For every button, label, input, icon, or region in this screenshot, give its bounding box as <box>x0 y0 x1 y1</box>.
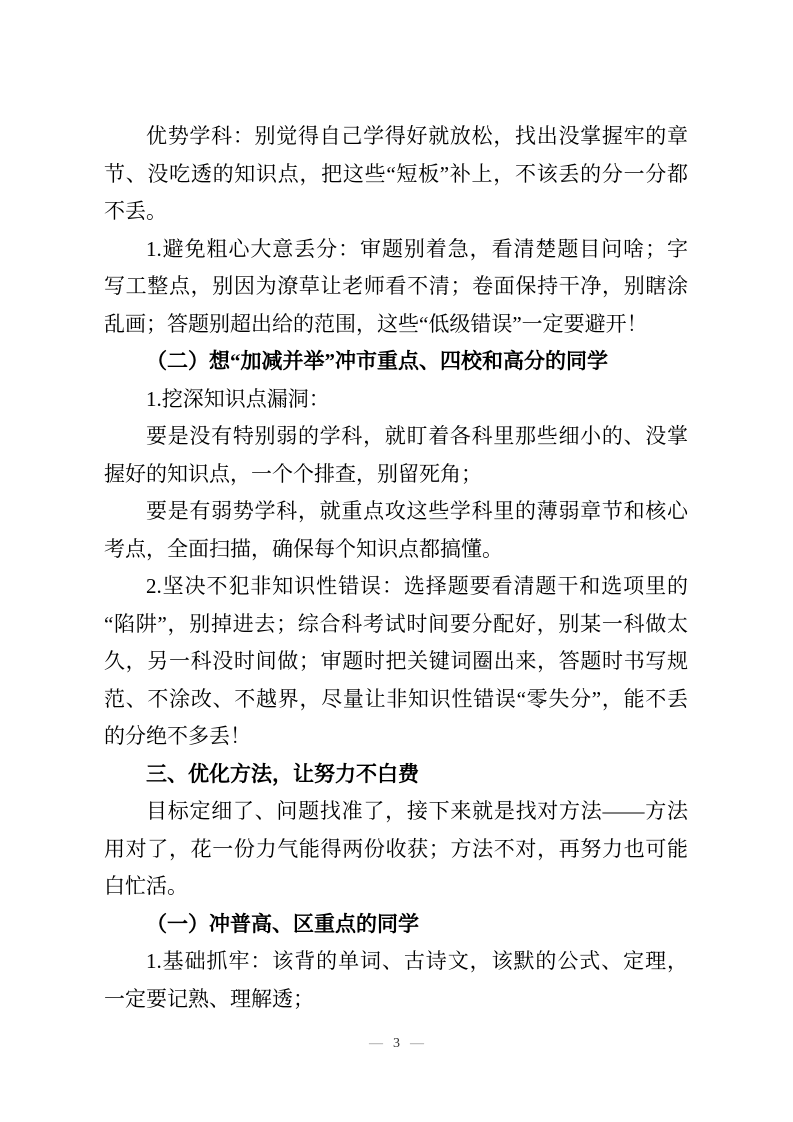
subsection-heading-2 <box>104 343 688 381</box>
paragraph-avoid-careless-mistakes <box>104 231 688 344</box>
text-line: 的分绝不多丢！ <box>104 724 251 748</box>
text-line: 要是没有特别弱的学科，就盯着各科里那些细小的、没掌 <box>146 424 688 448</box>
paragraph-solid-basics <box>104 943 688 1018</box>
document-body <box>104 118 688 1018</box>
paragraph-weak-subject <box>104 493 688 568</box>
text-line: 目标定细了、问题找准了，接下来就是找对方法——方法 <box>146 799 688 823</box>
text-line: “陷阱”，别掉进去；综合科考试时间要分配好，别某一科做太 <box>104 611 688 636</box>
text-line: 考点，全面扫描，确保每个知识点都搞懂。 <box>104 536 503 561</box>
paragraph-non-knowledge-errors <box>104 568 688 756</box>
heading-text: （一）冲普高、区重点的同学 <box>146 911 419 936</box>
subsection-heading-1 <box>104 906 688 944</box>
text-line: 1.避免粗心大意丢分：审题别着急，看清楚题目问啥；字 <box>146 236 688 261</box>
paragraph-dig-knowledge-gaps <box>104 381 688 419</box>
text-line: 乱画；答题别超出给的范围，这些“低级错误”一定要避开！ <box>104 311 648 336</box>
text-line: 1.基础抓牢：该背的单词、古诗文，该默的公式、定理， <box>146 949 688 973</box>
section-heading-3 <box>104 756 688 794</box>
text-line: 优势学科：别觉得自己学得好就放松，找出没掌握牢的章 <box>146 124 688 148</box>
heading-text: 三、优化方法，让努力不白费 <box>146 762 419 786</box>
footer-dash-left: — <box>369 1036 383 1051</box>
page-footer <box>0 1034 793 1054</box>
text-line: 久，另一科没时间做；审题时把关键词圈出来，答题时书写规 <box>104 649 688 673</box>
text-line: 1.挖深知识点漏洞： <box>146 386 330 411</box>
text-line: 白忙活。 <box>104 874 188 898</box>
text-line: 用对了，花一份力气能得两份收获；方法不对，再努力也可能 <box>104 836 688 861</box>
heading-text: （二）想“加减并举”冲市重点、四校和高分的同学 <box>146 349 608 373</box>
text-line: 不丢。 <box>104 199 167 223</box>
text-line: 节、没吃透的知识点，把这些“短板”补上，不该丢的分一分都 <box>104 161 688 186</box>
text-line: 一定要记熟、理解透； <box>104 986 314 1011</box>
text-line: 范、不涂改、不越界，尽量让非知识性错误“零失分”，能不丢 <box>104 686 688 711</box>
text-line: 握好的知识点，一个个排查，别留死角； <box>104 461 482 486</box>
footer-dash-right: — <box>410 1036 424 1051</box>
page-number: 3 <box>393 1036 400 1051</box>
paragraph-no-weak-subject <box>104 418 688 493</box>
text-line: 要是有弱势学科，就重点攻这些学科里的薄弱章节和核心 <box>146 499 688 523</box>
paragraph-right-method <box>104 793 688 906</box>
text-line: 写工整点，别因为潦草让老师看不清；卷面保持干净，别瞎涂 <box>104 274 688 298</box>
paragraph-strength-subjects <box>104 118 688 231</box>
text-line: 2.坚决不犯非知识性错误：选择题要看清题干和选项里的 <box>146 574 688 598</box>
